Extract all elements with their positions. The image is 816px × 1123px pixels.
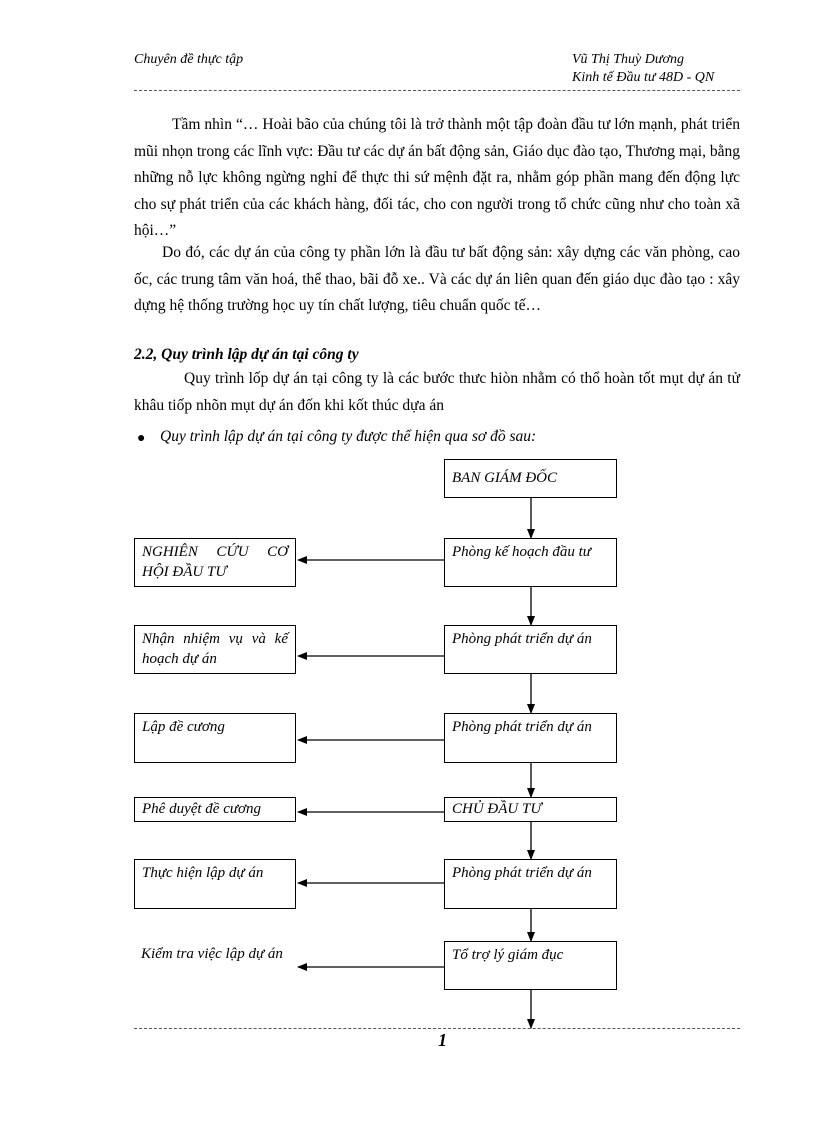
bullet-icon: ● <box>137 431 146 446</box>
flow-box-phong-phat-trien-1: Phòng phát triển dự án <box>444 625 617 674</box>
header-class: Kinh tế Đầu tư 48D - QN <box>572 70 715 85</box>
flow-box-nhan-nhiem-vu: Nhận nhiệm vụ và kế hoạch dự án <box>134 625 296 674</box>
bullet-text: Quy trình lập dự án tại công ty được thể hiện qua sơ đồ sau: <box>160 428 537 445</box>
flow-box-phong-ke-hoach: Phòng kế hoạch đầu tư <box>444 538 617 587</box>
flow-box-nghien-cuu: NGHIÊN CỨU CƠ HỘI ĐẦU TƯ <box>134 538 296 587</box>
flow-box-to-tro-ly: Tổ trợ lý giám đục <box>444 941 617 990</box>
flow-box-ban-giam-doc: BAN GIÁM ĐỐC <box>444 459 617 498</box>
flow-box-lap-de-cuong: Lập đề cương <box>134 713 296 763</box>
page-number: 1 <box>438 1030 447 1050</box>
footer-rule <box>134 1028 740 1029</box>
section-intro: Quy trình lốp dự án tại công ty là các bước thưc hiòn nhằm có thổ hoàn tốt mụt dự án tử khâu tiốp nhõn mụt dự án đốn khi kốt thúc dựa án <box>134 370 740 414</box>
flow-box-kiem-tra: Kiểm tra việc lập dự án <box>134 941 296 990</box>
flow-box-thuc-hien: Thực hiện lập dự án <box>134 859 296 909</box>
flow-box-chu-dau-tu: CHỦ ĐẦU TƯ <box>444 797 617 822</box>
header-author: Vũ Thị Thuỳ Dương <box>572 52 684 67</box>
flow-box-phong-phat-trien-3: Phòng phát triển dự án <box>444 859 617 909</box>
flow-box-phong-phat-trien-2: Phòng phát triển dự án <box>444 713 617 763</box>
paragraph-vision: Tầm nhìn “… Hoài bão của chúng tôi là trở thành một tập đoàn đầu tư lớn mạnh, phát triển mũi nhọn trong các lĩnh vực: Đầu tư các dự án bất động sản, Giáo dục đào tạo, Thương mại, bằng những nỗ lực không ngừng nghỉ để thực thi sứ mệnh đặt ra, nhằm góp phần mang đến động lực cho sự phát triển của các khách hàng, đối tác, cho con người trong tổ chức cũng như cho toàn xã hội…” <box>134 116 740 239</box>
section-heading: 2.2, Quy trình lập dự án tại công ty <box>134 346 359 363</box>
flow-box-phe-duyet: Phê duyệt đề cương <box>134 797 296 822</box>
paragraph-projects: Do đó, các dự án của công ty phần lớn là đầu tư bất động sản: xây dựng các văn phòng, cao ốc, các trung tâm văn hoá, thể thao, bãi đỗ xe.. Và các dự án liên quan đến giáo dục đào tạo : xây dựng hệ thống trường học uy tín chất lượng, tiêu chuẩn quốc tế… <box>134 244 740 314</box>
header-left: Chuyên đề thực tập <box>134 52 244 67</box>
